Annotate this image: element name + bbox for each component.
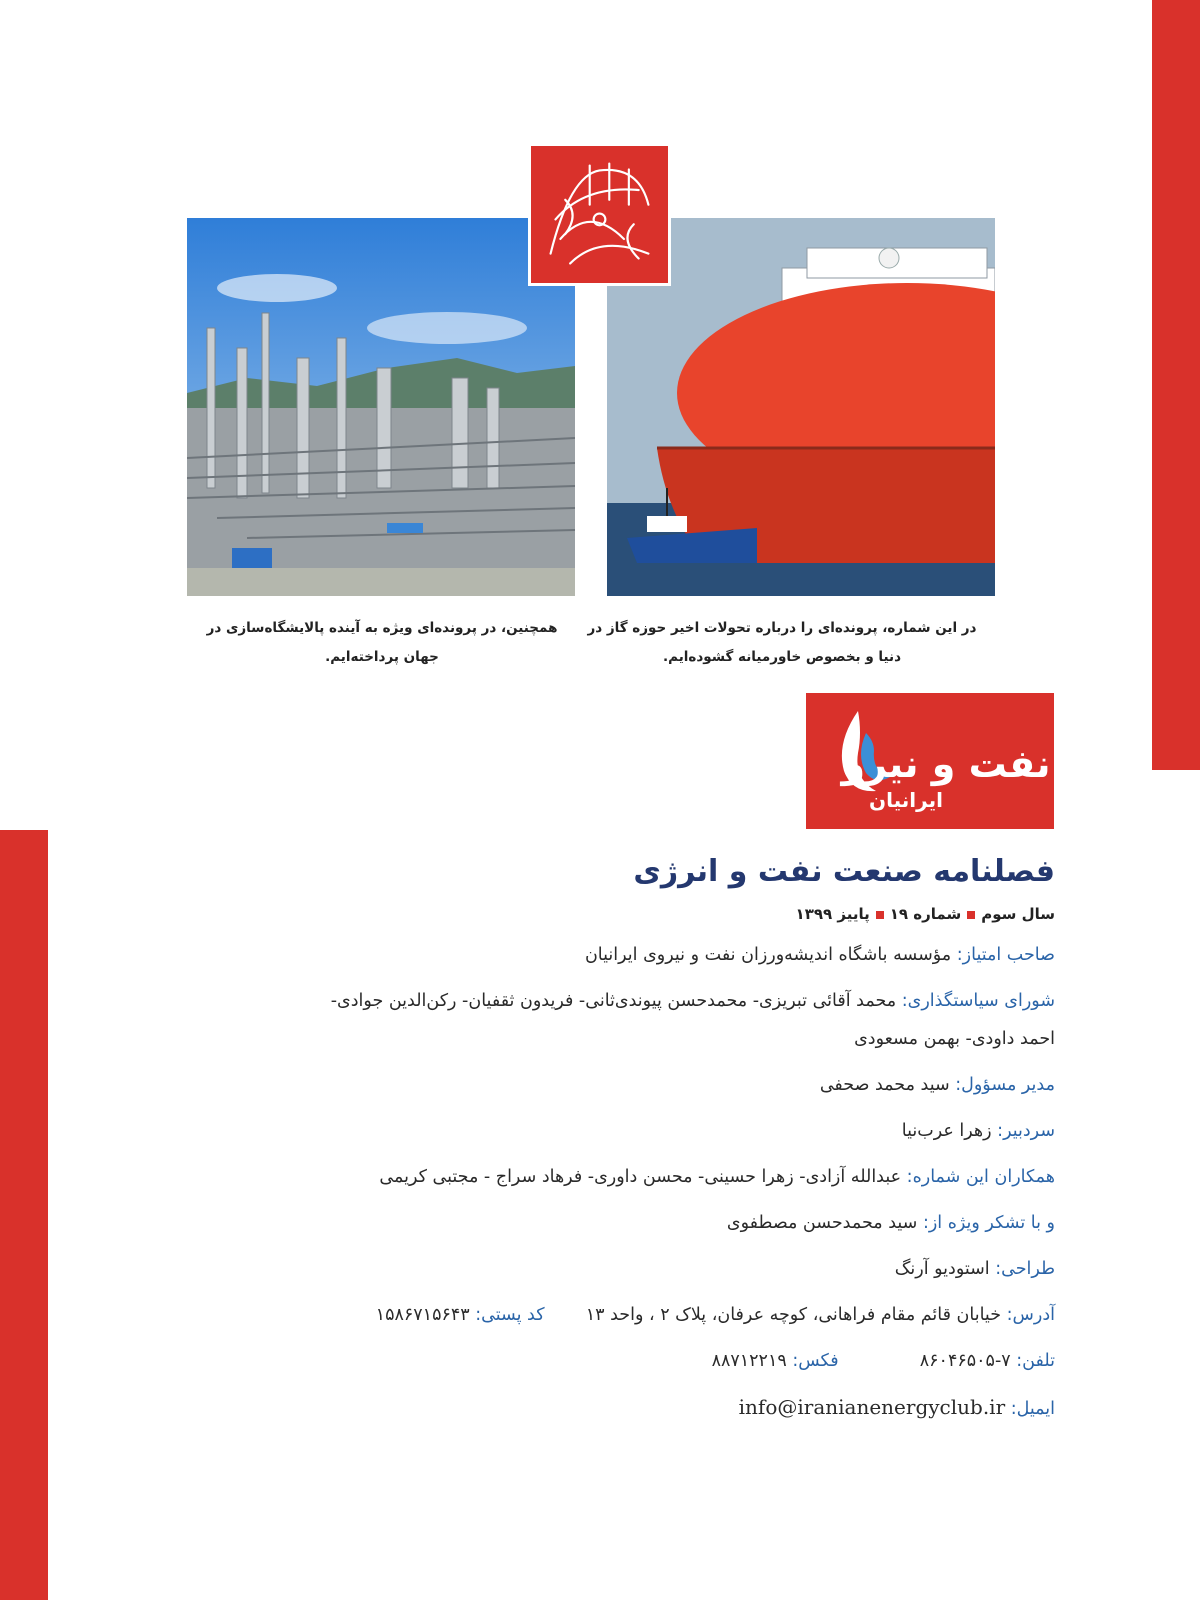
caption-refinery: همچنین، در پرونده‌ای ویژه به آینده پالایشگاه‌سازی در جهان پرداخته‌ایم.: [206, 620, 558, 665]
credit-editor: [155, 1112, 1055, 1150]
phone-label: تلفن:: [1016, 1351, 1055, 1371]
logo-main-text: نفت و نیرو: [841, 742, 1051, 786]
fax-label: فکس:: [792, 1351, 839, 1371]
credit-value-continued: احمد داودی- بهمن مسعودی: [854, 1029, 1055, 1049]
postal-value: ۱۵۸۶۷۱۵۶۴۳: [375, 1305, 470, 1325]
caption-gas: در این شماره، پرونده‌ای را درباره تحولات اخیر حوزه گاز در دنیا و بخصوص خاورمیانه گشوده‌ایم.: [587, 620, 977, 665]
credit-label: طراحی:: [995, 1259, 1055, 1279]
credit-email: [155, 1388, 1055, 1428]
credit-value: سید محمد صحفی: [819, 1075, 950, 1095]
email-label: ایمیل:: [1010, 1399, 1055, 1419]
email-link[interactable]: info@iranianenergyclub.ir: [738, 1395, 1006, 1419]
credit-value: محمد آقائی تبریزی- محمدحسن پیوندی‌ثانی- فریدون ثقفیان- رکن‌الدین جوادی-: [330, 991, 897, 1011]
issue-season: پاییز ۱۳۹۹: [795, 905, 870, 923]
credit-label: صاحب امتیاز:: [956, 945, 1055, 965]
credit-value: زهرا عرب‌نیا: [901, 1121, 992, 1141]
refinery-photo: [187, 218, 575, 596]
bismillah-calligraphy-icon: [528, 143, 671, 286]
issue-year: سال سوم: [981, 905, 1055, 923]
accent-bar-top: [1152, 0, 1200, 770]
credit-value: عبدالله آزادی- زهرا حسینی- محسن داوری- فرهاد سراج - مجتبی کریمی: [379, 1167, 902, 1187]
credit-owner: [155, 936, 1055, 974]
credit-value: استودیو آرنگ: [894, 1259, 990, 1279]
masthead: [155, 848, 1055, 1428]
credit-label: آدرس:: [1006, 1305, 1055, 1325]
postal-label: کد پستی:: [475, 1305, 545, 1325]
credit-address: [155, 1296, 1055, 1334]
magazine-title: فصلنامه صنعت نفت و انرژی: [633, 854, 1055, 889]
flame-drop-logo-icon: [806, 693, 1054, 829]
issue-info: [155, 900, 1055, 928]
credit-value: سید محمدحسن مصطفوی: [726, 1213, 918, 1233]
credit-label: همکاران این شماره:: [906, 1167, 1055, 1187]
credit-thanks: [155, 1204, 1055, 1242]
logo-sub-text: ایرانیان: [869, 788, 943, 812]
credit-value: مؤسسه باشگاه اندیشه‌ورزان نفت و نیروی ایرانیان: [584, 945, 952, 965]
credit-label: سردبیر:: [997, 1121, 1055, 1141]
credit-label: و با تشکر ویژه از:: [922, 1213, 1055, 1233]
credit-council: [155, 982, 1055, 1058]
credit-label: مدیر مسؤول:: [955, 1075, 1055, 1095]
credit-label: شورای سیاستگذاری:: [901, 991, 1055, 1011]
separator-square-icon: [876, 911, 884, 919]
accent-bar-bottom: [0, 830, 48, 1600]
credit-contributors: [155, 1158, 1055, 1196]
phone-value: ۷-۸۶۰۴۶۵۰۵: [919, 1351, 1011, 1371]
credit-director: [155, 1066, 1055, 1104]
credit-phone: [155, 1342, 1055, 1380]
credit-design: [155, 1250, 1055, 1288]
separator-square-icon: [967, 911, 975, 919]
address-value: خیابان قائم مقام فراهانی، کوچه عرفان، پلاک ۲ ، واحد ۱۳: [585, 1305, 1002, 1325]
issue-number: شماره ۱۹: [889, 905, 962, 923]
fax-value: ۸۸۷۱۲۲۱۹: [711, 1351, 787, 1371]
